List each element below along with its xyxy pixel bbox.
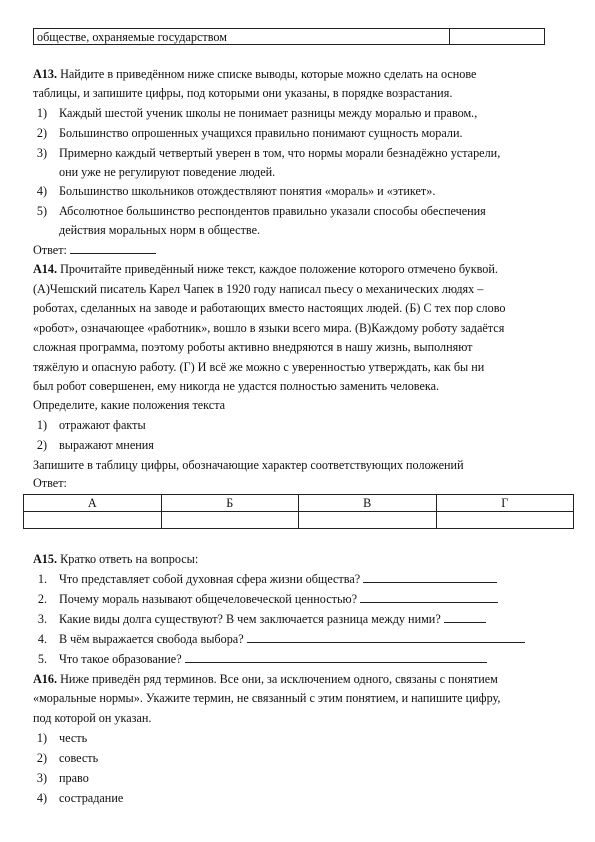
a15-text: Кратко ответь на вопросы: bbox=[57, 552, 199, 566]
table-answer-cell-g[interactable] bbox=[436, 512, 574, 529]
a15-item-1 bbox=[27, 570, 497, 589]
a16-number: А16. bbox=[33, 672, 58, 686]
item-text: сострадание bbox=[59, 791, 124, 805]
table-header-a: А bbox=[24, 495, 162, 512]
item-text: Каждый шестой ученик школы не понимает разницы между моралью и правом., bbox=[59, 106, 478, 120]
item-text: выражают мнения bbox=[59, 438, 154, 452]
answer-blank[interactable] bbox=[70, 241, 156, 254]
a16-question bbox=[33, 670, 553, 689]
a15-item-5 bbox=[27, 650, 487, 669]
answer-blank[interactable] bbox=[247, 630, 525, 643]
item-number: 2) bbox=[36, 126, 47, 140]
item-text: Большинство опрошенных учащихся правильно понимают сущность морали. bbox=[59, 126, 463, 140]
table-header-row bbox=[24, 495, 574, 512]
item-number: 3. bbox=[37, 612, 47, 626]
answer-blank[interactable] bbox=[360, 590, 498, 603]
item-text: право bbox=[59, 771, 89, 785]
a16-item-2 bbox=[27, 749, 98, 768]
top-table-cell: обществе, охраняемые государством bbox=[34, 29, 450, 44]
item-number: 1) bbox=[36, 418, 47, 432]
table-header-g: Г bbox=[436, 495, 574, 512]
a14-item-2 bbox=[27, 436, 154, 455]
a14-question bbox=[33, 260, 553, 279]
top-table-empty-cell bbox=[450, 29, 544, 44]
table-header-b: Б bbox=[161, 495, 299, 512]
a15-number: А15. bbox=[33, 552, 58, 566]
item-number: 4) bbox=[36, 791, 47, 805]
a14-item-1 bbox=[27, 416, 146, 435]
item-text: Примерно каждый четвертый уверен в том, что нормы морали безнадёжно устарели, bbox=[59, 146, 501, 160]
a14-answer-label: Ответ: bbox=[33, 476, 67, 490]
a13-item-5 bbox=[27, 202, 486, 221]
item-text: Что такое образование? bbox=[59, 652, 185, 666]
a14-instruction: Запишите в таблицу цифры, обозначающие характер соответствующих положений bbox=[33, 458, 464, 472]
a14-line: сложная программа, поэтому роботы активно внедряются в нашу жизнь, выполняют bbox=[33, 340, 473, 354]
a14-line: роботах, сделанных на заводе и работающих вместо настоящих людей. (Б) С тех пор слово bbox=[33, 301, 506, 315]
item-text: отражают факты bbox=[59, 418, 146, 432]
a14-line: был робот совершенен, ему никогда не удастся полностью заменить человека. bbox=[33, 379, 440, 393]
table-answer-row bbox=[24, 512, 574, 529]
item-number: 1. bbox=[37, 572, 47, 586]
item-number: 2) bbox=[36, 751, 47, 765]
item-text: Большинство школьников отождествляют понятия «мораль» и «этикет». bbox=[59, 184, 436, 198]
a13-item-3-cont: они уже не регулируют поведение людей. bbox=[59, 165, 276, 179]
item-number: 1) bbox=[36, 106, 47, 120]
item-text: Что представляет собой духовная сфера жизни общества? bbox=[59, 572, 364, 586]
a14-line: Прочитайте приведённый ниже текст, каждое положение которого отмечено буквой. bbox=[57, 262, 498, 276]
a15-question bbox=[33, 550, 553, 569]
item-number: 5) bbox=[36, 204, 47, 218]
a13-item-4 bbox=[27, 182, 435, 201]
a14-line: Определите, какие положения текста bbox=[33, 398, 226, 412]
a14-number: А14. bbox=[33, 262, 58, 276]
item-number: 2) bbox=[36, 438, 47, 452]
a15-item-3 bbox=[27, 610, 486, 629]
item-text: В чём выражается свобода выбора? bbox=[59, 632, 247, 646]
a13-text-line1: Найдите в приведённом ниже списке выводы, которые можно сделать на основе bbox=[57, 67, 477, 81]
a14-line: «робот», означающее «работник», вошло в языки всего мира. (В)Каждому роботу задаётся bbox=[33, 321, 505, 335]
item-number: 4) bbox=[36, 184, 47, 198]
answer-label: Ответ: bbox=[33, 243, 70, 257]
item-number: 3) bbox=[36, 771, 47, 785]
a16-item-1 bbox=[27, 729, 87, 748]
a14-line: тяжёлую и опасную работу. (Г) И всё же можно с уверенностью утверждать, как бы ни bbox=[33, 360, 485, 374]
answer-blank[interactable] bbox=[363, 570, 497, 583]
a14-answer-table bbox=[23, 494, 574, 529]
top-table-row bbox=[33, 28, 545, 45]
a13-text-line2: таблицы, и запишите цифры, под которыми они указаны, в порядке возрастания. bbox=[33, 86, 453, 100]
item-number: 2. bbox=[37, 592, 47, 606]
item-number: 3) bbox=[36, 146, 47, 160]
a16-item-3 bbox=[27, 769, 89, 788]
table-answer-cell-v[interactable] bbox=[299, 512, 437, 529]
a16-line: под которой он указан. bbox=[33, 711, 152, 725]
a13-item-5-cont: действия моральных норм в обществе. bbox=[59, 223, 261, 237]
item-number: 1) bbox=[36, 731, 47, 745]
a13-item-1 bbox=[27, 104, 477, 123]
table-answer-cell-b[interactable] bbox=[161, 512, 299, 529]
a14-line: (А)Чешский писатель Карел Чапек в 1920 году написал пьесу о механических людях – bbox=[33, 282, 484, 296]
item-number: 5. bbox=[37, 652, 47, 666]
a15-item-4 bbox=[27, 630, 525, 649]
a15-item-2 bbox=[27, 590, 498, 609]
item-text: совесть bbox=[59, 751, 99, 765]
item-text: Почему мораль называют общечеловеческой ценностью? bbox=[59, 592, 361, 606]
a13-item-3 bbox=[27, 144, 500, 163]
a13-item-2 bbox=[27, 124, 463, 143]
table-header-v: В bbox=[299, 495, 437, 512]
a13-question bbox=[33, 65, 553, 84]
item-text: честь bbox=[59, 731, 88, 745]
a13-answer bbox=[33, 241, 156, 260]
a16-line: Ниже приведён ряд терминов. Все они, за исключением одного, связаны с понятием bbox=[57, 672, 498, 686]
answer-blank[interactable] bbox=[185, 650, 487, 663]
item-text: Абсолютное большинство респондентов правильно указали способы обеспечения bbox=[59, 204, 486, 218]
item-text: Какие виды долга существуют? В чем заключается разница между ними? bbox=[59, 612, 444, 626]
table-answer-cell-a[interactable] bbox=[24, 512, 162, 529]
a16-item-4 bbox=[27, 789, 123, 808]
item-number: 4. bbox=[37, 632, 47, 646]
a16-line: «моральные нормы». Укажите термин, не связанный с этим понятием, и напишите цифру, bbox=[33, 691, 501, 705]
a13-number: А13. bbox=[33, 67, 58, 81]
answer-blank[interactable] bbox=[444, 610, 486, 623]
